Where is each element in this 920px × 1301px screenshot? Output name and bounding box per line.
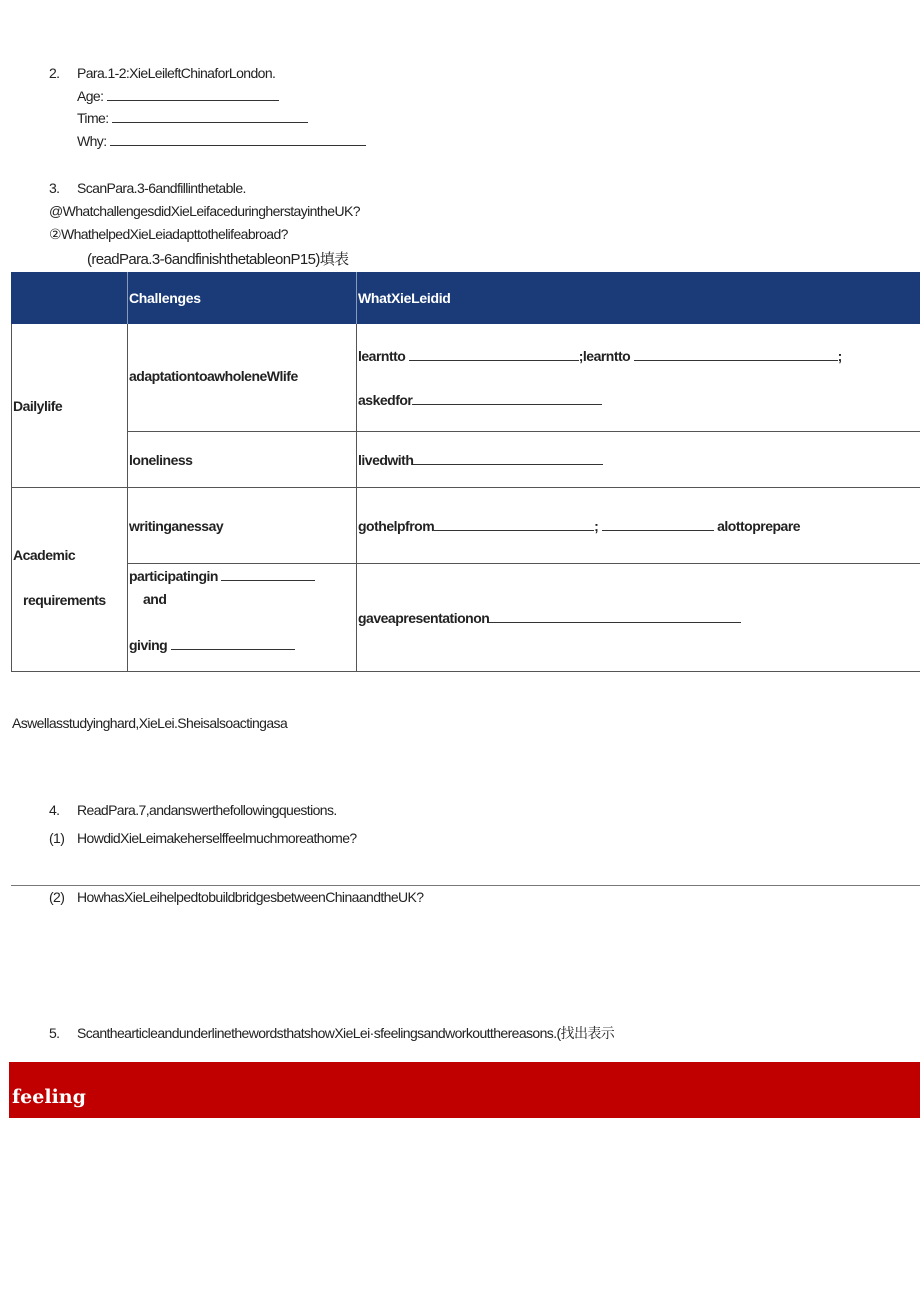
q4-sub2-number: (2) (49, 889, 65, 905)
q2-age-row (77, 87, 279, 105)
r4-challenge-b: and (143, 591, 167, 607)
r2-challenge: loneliness (129, 452, 193, 468)
q3-sub1: @WhatchallengesdidXieLeifaceduringherstayintheUK? (49, 203, 360, 219)
table-divider-2-header (356, 272, 357, 324)
row-line-3 (127, 563, 920, 564)
q3-note: (readPara.3-6andfinishthetableonP15)填表 (87, 251, 349, 268)
r3-did-b: ; (594, 518, 599, 534)
r4-blank-3[interactable] (489, 610, 741, 623)
why-label: Why: (77, 133, 107, 149)
r3-did-line (358, 518, 800, 534)
q5-line (49, 1024, 614, 1042)
r4-challenge-line3 (129, 637, 295, 653)
r3-blank-2[interactable] (602, 518, 714, 531)
time-label: Time: (77, 110, 109, 126)
r3-did-c: alottoprepare (717, 518, 801, 534)
age-label: Age: (77, 88, 104, 104)
r1-did-line2 (358, 392, 602, 408)
r4-blank-2[interactable] (171, 637, 295, 650)
age-blank[interactable] (107, 88, 279, 101)
q2-number: 2. (49, 65, 60, 81)
r2-blank[interactable] (413, 452, 603, 465)
q4-sub1-text: HowdidXieLeimakeherselffeelmuchmoreathome? (77, 830, 357, 846)
r4-did: gaveapresentationon (358, 610, 490, 626)
q4-number: 4. (49, 802, 60, 818)
q4-answer-line[interactable] (11, 885, 920, 886)
r1-blank-2[interactable] (634, 348, 838, 361)
r1-did-a: learntto (358, 348, 406, 364)
q2-text: Para.1-2:XieLeileftChinaforLondon. (77, 65, 276, 81)
table-divider-1-header (127, 272, 128, 324)
q2-line (49, 64, 275, 82)
r1-challenge: adaptationtoawholeneWlife (129, 368, 298, 384)
q4-sub2-text: HowhasXieLeihelpedtobuildbridgesbetweenChinaandtheUK? (77, 889, 424, 905)
table-divider-1 (127, 324, 128, 671)
r1-did-line1 (358, 348, 842, 364)
why-blank[interactable] (110, 133, 366, 146)
r4-challenge-a: participatingin (129, 568, 218, 584)
r4-challenge-line1 (129, 568, 315, 584)
header-what-xielei-did: WhatXieLeidid (358, 290, 451, 306)
r3-challenge: writinganessay (129, 518, 224, 534)
q2-time-row (77, 109, 308, 127)
table-divider-2 (356, 324, 357, 671)
q3-line (49, 179, 246, 197)
q3-sub2: ②WhathelpedXieLeiadapttothelifeabroad? (49, 226, 288, 242)
row-line-1 (127, 431, 920, 432)
q4-sub1-number: (1) (49, 830, 65, 846)
r4-blank-1[interactable] (221, 568, 315, 581)
q4-sub1 (49, 829, 357, 847)
q4-text: ReadPara.7,andanswerthefollowingquestions. (77, 802, 337, 818)
q4-sub2 (49, 888, 423, 906)
r1-did-b: ;learntto (578, 348, 631, 364)
q3-number: 3. (49, 180, 60, 196)
r1-blank-3[interactable] (412, 392, 602, 405)
r3-did-a: gothelpfrom (358, 518, 435, 534)
row-label-academic: Academic (13, 547, 76, 563)
summary-sentence: Aswellasstudyinghard,XieLei.Sheisalsoactingasa (12, 715, 288, 731)
r2-did-line (358, 452, 603, 468)
row-label-requirements: requirements (23, 592, 106, 608)
row-label-daily-life: Dailylife (13, 398, 63, 414)
r4-did-line (358, 610, 741, 626)
time-blank[interactable] (112, 110, 308, 123)
r4-challenge-c: giving (129, 637, 168, 653)
feeling-label: feeling (12, 1086, 86, 1108)
q2-why-row (77, 132, 366, 150)
feeling-header-bar (9, 1062, 920, 1118)
r1-did-c: ; (837, 348, 842, 364)
row-line-2 (11, 487, 920, 488)
header-challenges: Challenges (129, 290, 201, 306)
q5-text: ScanthearticleandunderlinethewordsthatshowXieLei·sfeelingsandworkoutthereasons.(找出表示 (77, 1025, 615, 1041)
q4-line (49, 801, 337, 819)
table-border-left (11, 324, 12, 671)
r2-did: livedwith (358, 452, 414, 468)
q5-number: 5. (49, 1025, 60, 1041)
r3-blank-1[interactable] (434, 518, 594, 531)
q3-text: ScanPara.3-6andfillinthetable. (77, 180, 246, 196)
r1-did-d: askedfor (358, 392, 413, 408)
table-border-bottom (11, 671, 920, 672)
r1-blank-1[interactable] (409, 348, 579, 361)
